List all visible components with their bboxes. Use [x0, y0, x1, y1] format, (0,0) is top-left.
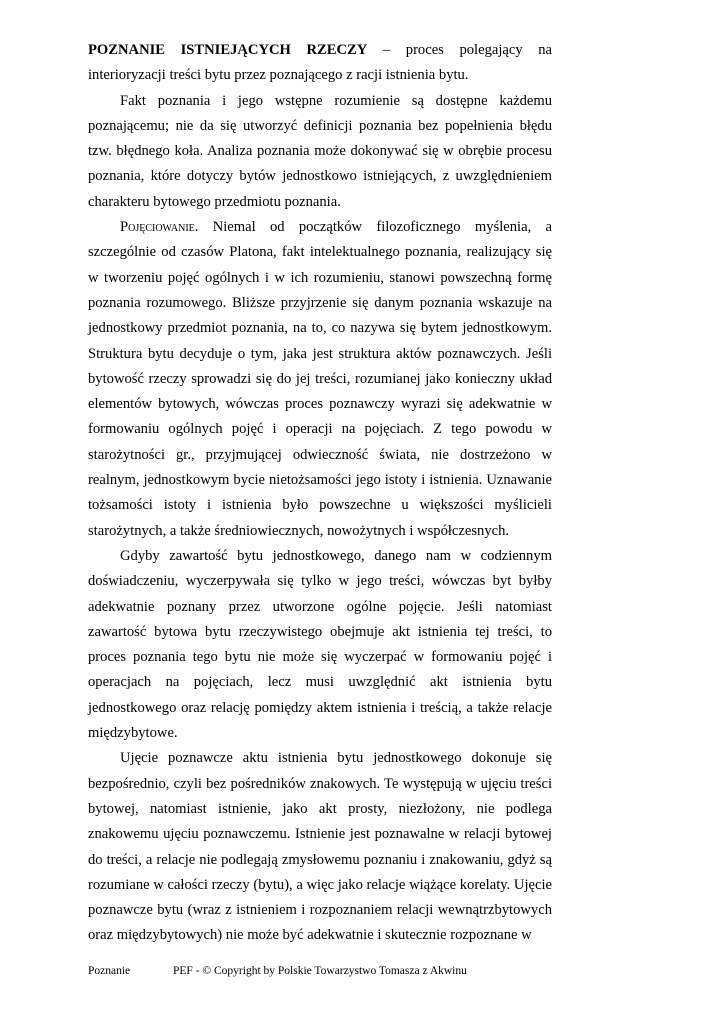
entry-definition: – proces polegający na interioryzacji treści bytu przez poznającego z racji istnienia bytu.: [88, 42, 553, 84]
paragraph-2-text: Niemal od początków filozoficznego myślenia, a szczególnie od czasów Platona, fakt intelektualnego poznania, realizujący się w tworzeniu pojęć ogólnych i w ich rozumieniu, stanowi powszechną formę poznania rozumowego. Bliższe przyjrzenie się danym poznania wskazuje na jednostkowy przedmiot poznania, na to, co nazywa się bytem jednostkowym. Struktura bytu decyduje o tym, jaka jest struktura aktów poznawczych. Jeśli bytowość rzeczy sprowadzi się do jej treści, rozumianej jako konieczny układ elementów bytowych, wówczas proces poznawczy wyrazi się adekwatnie w formowaniu ogólnych pojęć i operacji na pojęciach. Z tego powodu w starożytności gr., przyjmującej odwieczność świata, nie dostrzeżono w realnym, jednostkowym bycie nietożsamości jego istoty i istnienia. Uznawanie tożsamości istoty i istnienia było powszechne u większości myślicieli starożytnych, a także średniowiecznych, nowożytnych i współczesnych.: [88, 219, 552, 539]
paragraph-1: Fakt poznania i jego wstępne rozumienie są dostępne każdemu poznającemu; nie da się utworzyć definicji poznania bez popełnienia błędu tzw. błędnego koła. Analiza poznania może dokonywać się w obrębie procesu poznania, które dotyczy bytów jednostkowo istniejących, z uwzględnieniem charakteru bytowego przedmiotu poznania.: [88, 92, 552, 210]
entry-term: POZNANIE ISTNIEJĄCYCH RZECZY: [88, 42, 368, 58]
footer-copyright: PEF - © Copyright by Polskie Towarzystwo Tomasza z Akwinu: [173, 965, 467, 977]
paragraph-2: [88, 215, 552, 544]
paragraph-4: Ujęcie poznawcze aktu istnienia bytu jednostkowego dokonuje się bezpośrednio, czyli bez pośredników znakowych. Te występują w ujęciu treści bytowej, natomiast istnienie, jako akt prosty, niezłożony, nie podlega znakowemu ujęciu poznawczemu. Istnienie jest poznawalne w relacji bytowej do treści, a relacje nie podlegają zmysłowemu poznaniu i znakowaniu, gdyż są rozumiane w całości rzeczy (bytu), a więc jako relacje wiążące korelaty. Ujęcie poznawcze bytu (wraz z istnieniem i rozpoznaniem relacji wewnątrzbytowych oraz międzybytowych) nie może być adekwatnie i skutecznie rozpoznane w: [88, 750, 552, 944]
section-heading: Pojęciowanie.: [120, 219, 199, 236]
definition-paragraph: [88, 38, 552, 89]
footer-section-name: Poznanie: [88, 965, 131, 977]
article-body: [88, 38, 552, 949]
paragraph-3: Gdyby zawartość bytu jednostkowego, danego nam w codziennym doświadczeniu, wyczerpywała się tylko w jego treści, wówczas byt byłby adekwatnie poznany przez utworzone ogólne pojęcie. Jeśli natomiast zawartość bytowa bytu rzeczywistego obejmuje akt istnienia tej treści, to proces poznania tego bytu nie może się wyczerpać w formowaniu pojęć i operacjach na pojęciach, lecz musi uwzględnić akt istnienia bytu jednostkowego oraz relację pomiędzy aktem istnienia i treścią, a także relacje międzybytowe.: [88, 547, 552, 742]
